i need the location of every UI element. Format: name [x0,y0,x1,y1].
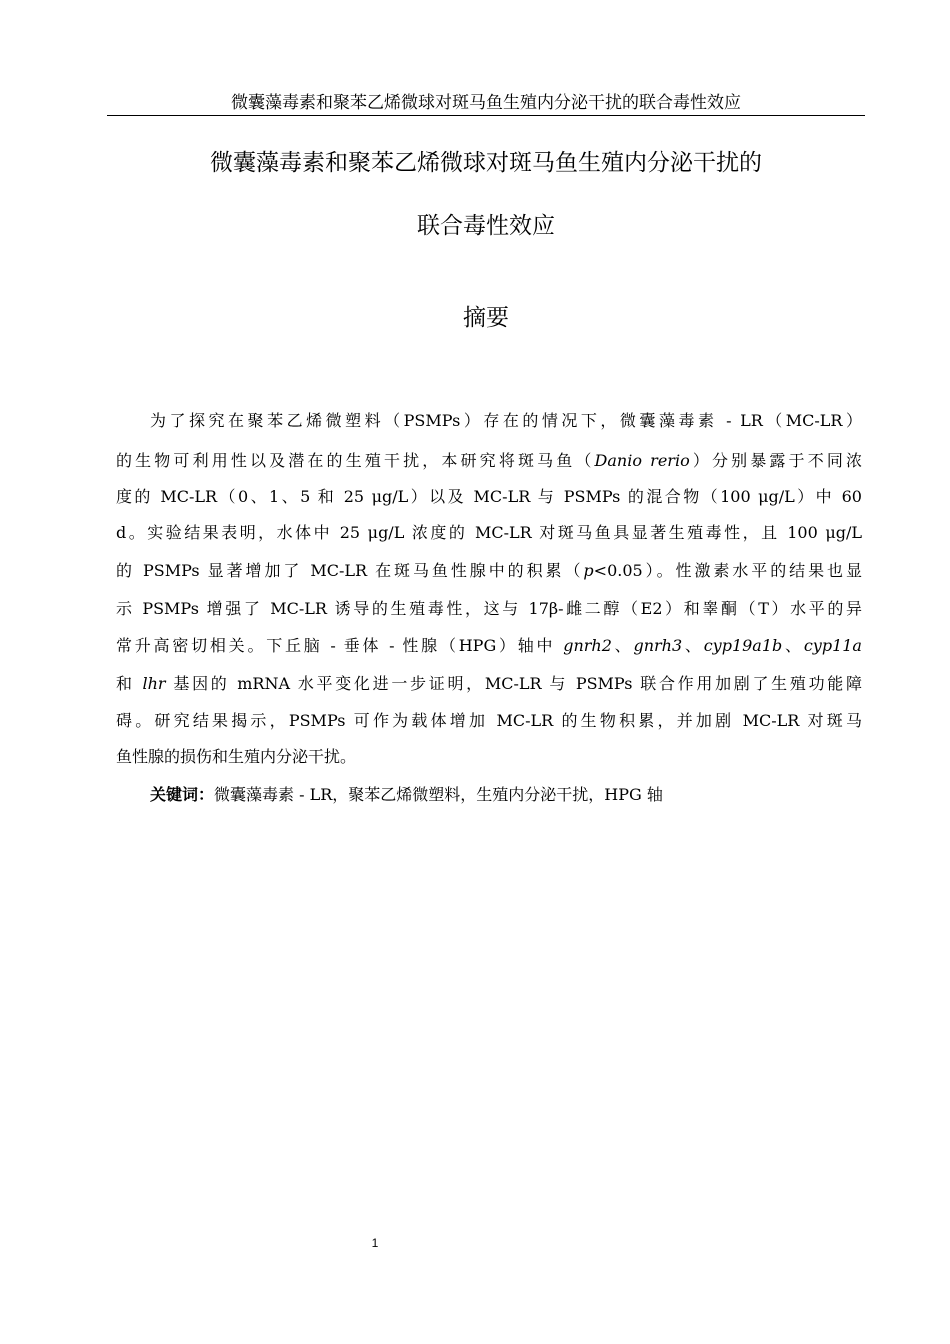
document-title-line-1: 微囊藻毒素和聚苯乙烯微球对斑马鱼生殖内分泌干扰的 [210,150,762,176]
gene-gnrh3: gnrh3 [633,636,683,655]
abstract-line-10: 鱼性腺的损伤和生殖内分泌干扰。 [116,747,357,766]
abstract-line-1: 为了探究在聚苯乙烯微塑料（PSMPs）存在的情况下，微囊藻毒素 - LR（MC-LR） [150,411,862,430]
abstract-line-6: 示 PSMPs 增强了 MC-LR 诱导的生殖毒性，这与 17β-雌二醇（E2）和睾酮（T）水平的异 [116,599,862,618]
gene-cyp11a: cyp11a [803,636,862,655]
abstract-line-3: 度的 MC-LR（0、1、5 和 25 μg/L）以及 MC-LR 与 PSMPs 的混合物（100 μg/L）中 60 [116,487,862,506]
gene-cyp19a1b: cyp19a1b [703,636,783,655]
keywords-label: 关键词： [150,785,215,804]
abstract-line-9: 碍。研究结果揭示，PSMPs 可作为载体增加 MC-LR 的生物积累，并加剧 MC-LR 对斑马 [116,711,862,730]
abstract-line-8: 和 lhr 基因的 mRNA 水平变化进一步证明，MC-LR 与 PSMPs 联合作用加剧了生殖功能障 [116,674,862,693]
gene-lhr: lhr [142,674,166,693]
abstract-line-4: d。实验结果表明，水体中 25 μg/L 浓度的 MC-LR 对斑马鱼具显著生殖毒性，且 100 μg/L [116,523,862,542]
abstract-line-5: 的 PSMPs 显著增加了 MC-LR 在斑马鱼性腺中的积累（p<0.05）。性激素水平的结果也显 [116,561,862,580]
abstract-line-7: 常升高密切相关。下丘脑 - 垂体 - 性腺（HPG）轴中 gnrh2、gnrh3、cyp19a1b、cyp11a [116,636,862,655]
gene-gnrh2: gnrh2 [563,636,612,655]
page-number: 1 [371,1236,379,1250]
document-title-line-2: 联合毒性效应 [417,213,555,239]
keywords-text: 微囊藻毒素 - LR，聚苯乙烯微塑料，生殖内分泌干扰，HPG 轴 [214,785,663,804]
p-value-symbol: p [583,561,594,580]
keywords [150,780,896,810]
abstract-line-2: 的生物可利用性以及潜在的生殖干扰，本研究将斑马鱼（Danio rerio）分别暴露于不同浓 [116,451,862,470]
header-divider [107,115,865,116]
running-header: 微囊藻毒素和聚苯乙烯微球对斑马鱼生殖内分泌干扰的联合毒性效应 [231,93,741,113]
abstract-heading: 摘要 [463,305,509,331]
species-name: Danio rerio [594,451,690,470]
